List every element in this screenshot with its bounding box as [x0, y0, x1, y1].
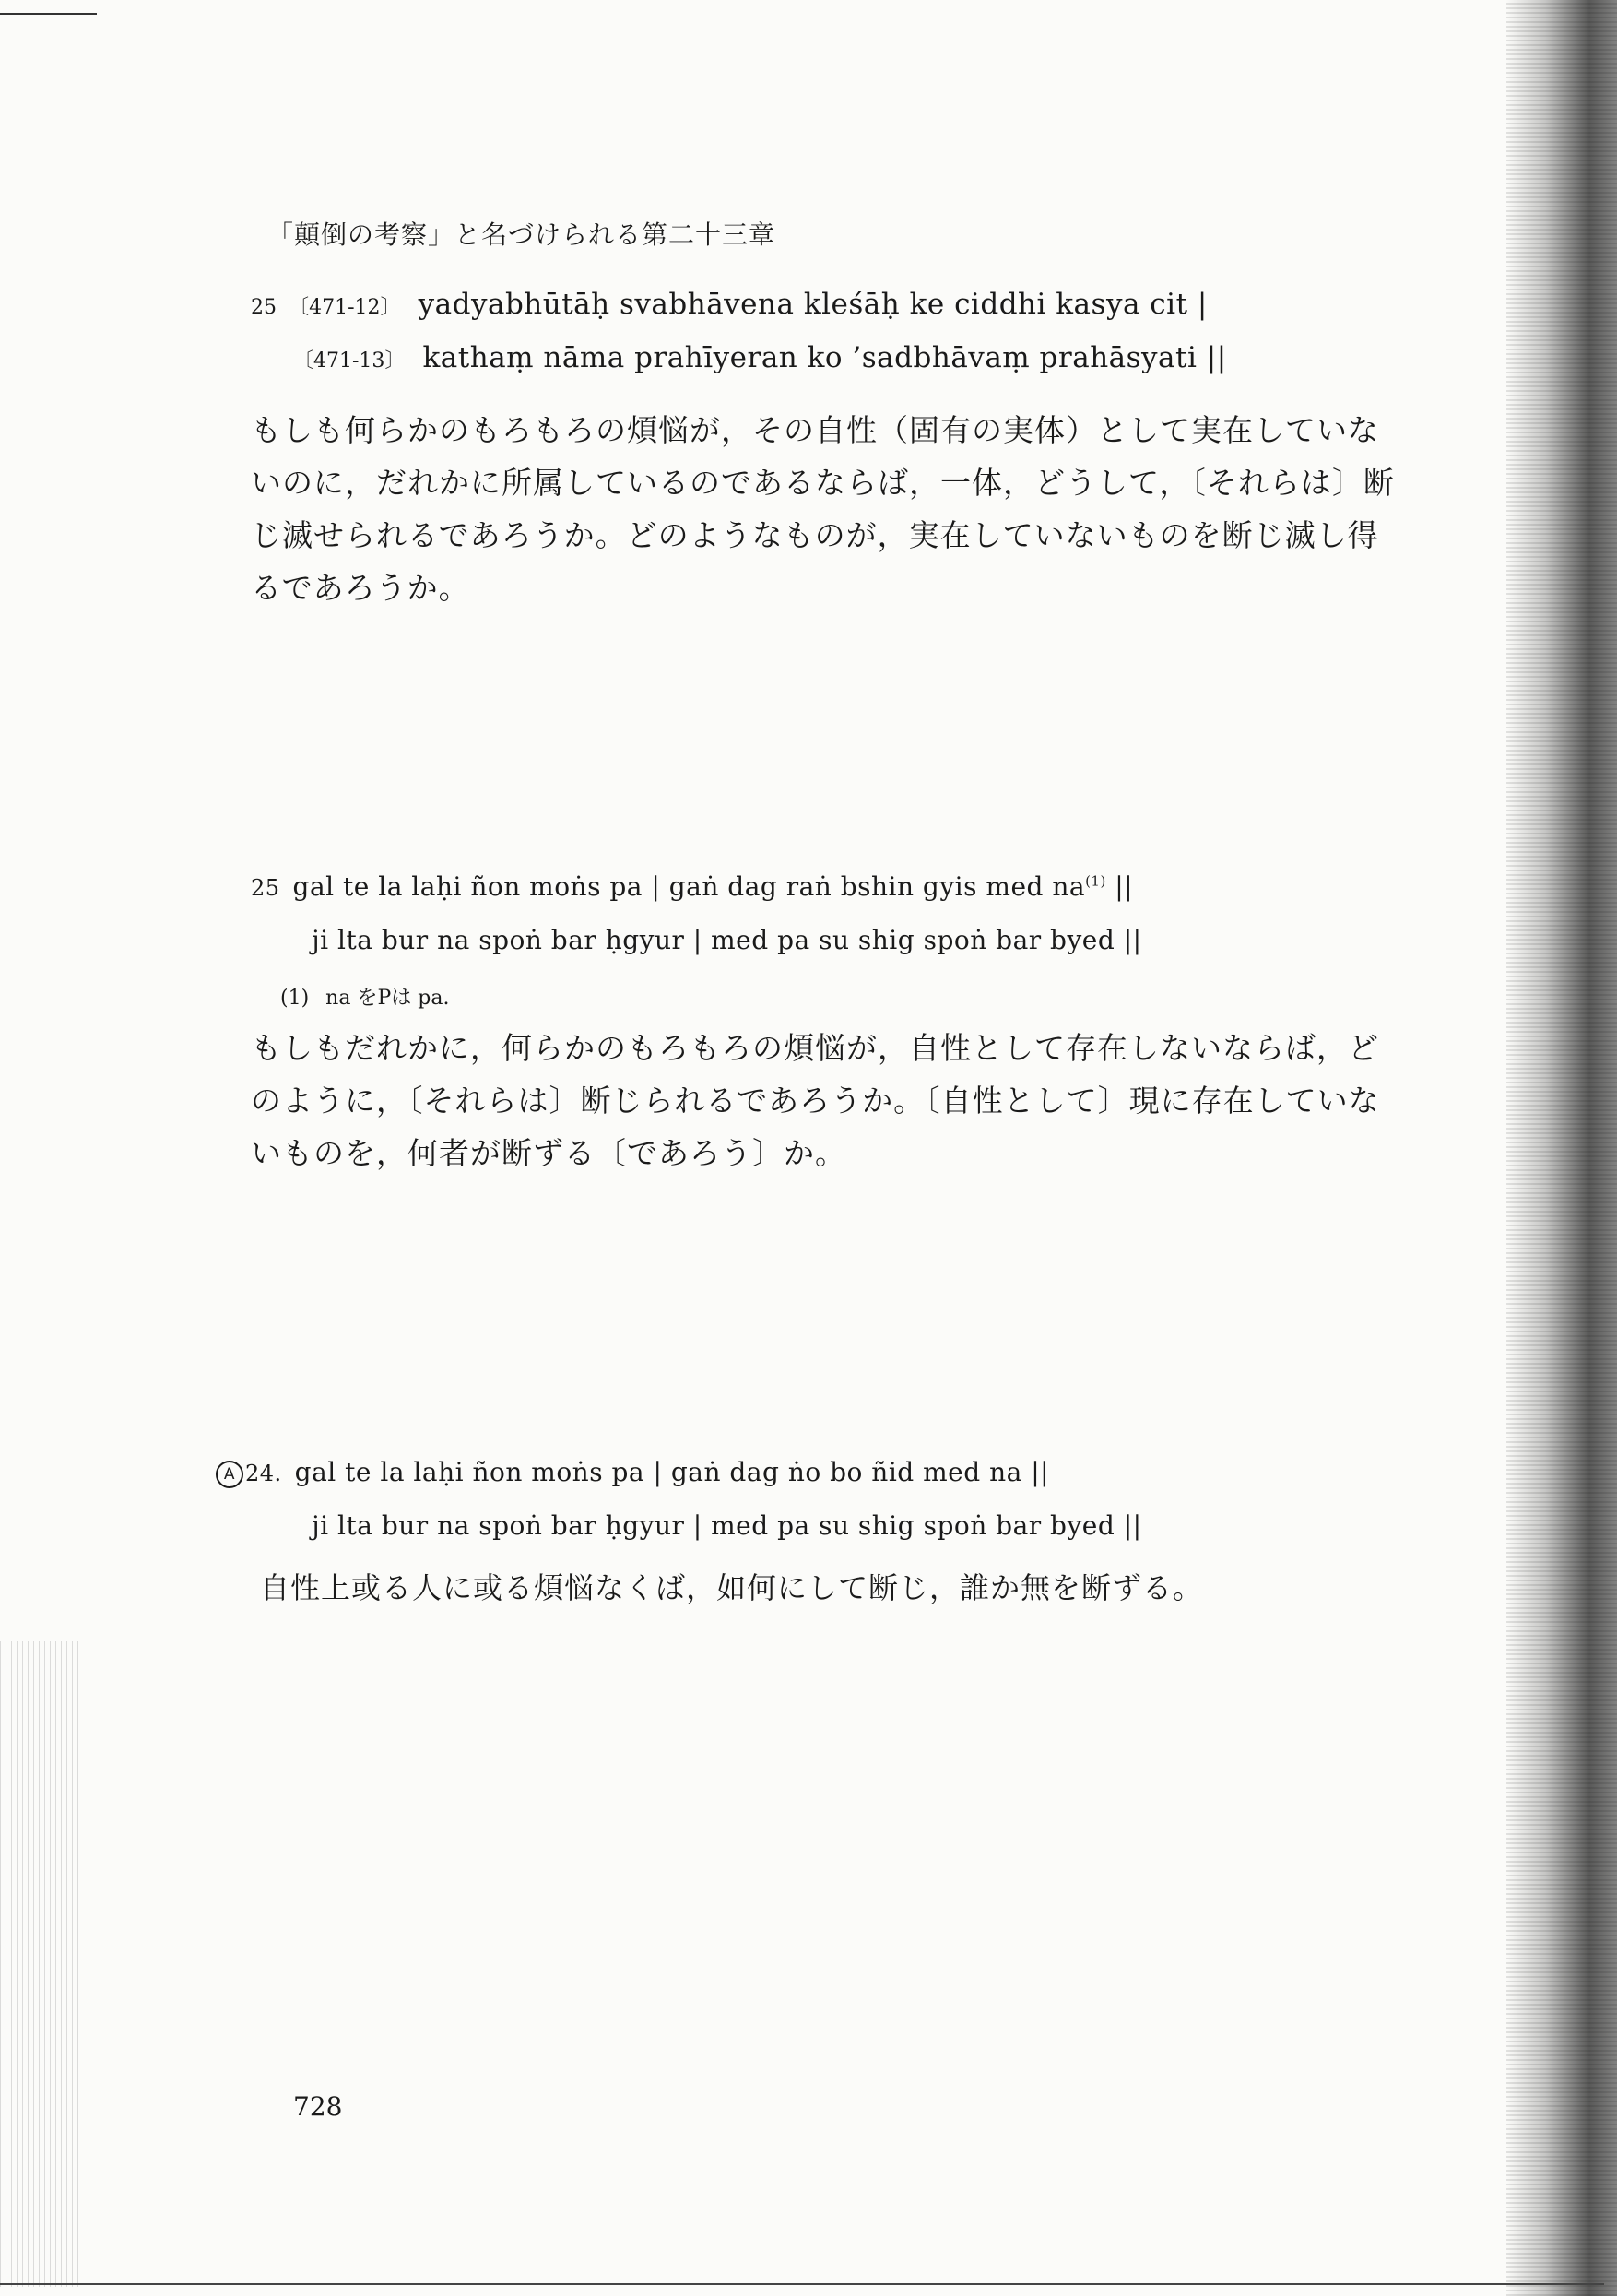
verse-reference: 〔471-13〕	[293, 349, 406, 373]
tibetan-text-end: ||	[1105, 871, 1134, 902]
verse-number: 25	[251, 875, 280, 901]
verse-number: 25	[251, 296, 277, 319]
sanskrit-line-2	[293, 341, 1227, 374]
verse-reference: 〔471-12〕	[289, 296, 401, 319]
tibetan-alt-line-2: ji lta bur na spoṅ bar ḥgyur | med pa su shig spoṅ bar byed ||	[312, 1510, 1142, 1541]
translation-line: いものを，何者が断ずる〔であろう〕か。	[251, 1135, 846, 1171]
tibetan-text: gal te la laḥi ñon moṅs pa | gaṅ dag ṅo bo ñid med na ||	[294, 1457, 1050, 1487]
tibetan-text: gal te la laḥi ñon moṅs pa | gaṅ dag raṅ bshin gyis med na	[292, 871, 1086, 902]
japanese-translation-2	[251, 1022, 1477, 1179]
footnote-text: na をPは pa.	[325, 987, 450, 1010]
translation-line: のように，〔それらは〕断じられるであろうか。〔自性として〕現に存在していな	[251, 1083, 1380, 1118]
chapter-title: 「顛倒の考察」と名づけられる第二十三章	[267, 219, 776, 250]
bottom-rule	[0, 2283, 1604, 2285]
scan-speckle-edge	[0, 1641, 83, 2287]
japanese-translation-3: 自性上或る人に或る煩悩なくば，如何にして断じ，誰か無を断ずる。	[260, 1570, 1204, 1605]
scan-shadow-edge	[1506, 0, 1617, 2296]
page-number: 728	[293, 2091, 343, 2122]
top-rule	[0, 13, 97, 15]
translation-line: じ滅せられるであろうか。どのようなものが，実在していないものを断じ滅し得	[251, 517, 1379, 553]
footnote	[280, 982, 449, 1011]
verse-number: 24.	[245, 1461, 282, 1486]
sanskrit-line-1	[251, 288, 1208, 321]
translation-line: もしもだれかに，何らかのもろもろの煩悩が，自性として存在しないならば，ど	[251, 1030, 1379, 1066]
translation-line: るであろうか。	[251, 570, 470, 606]
footnote-marker: (1)	[1085, 872, 1106, 890]
sanskrit-text: kathaṃ nāma prahīyeran ko ’sadbhāvaṃ prahāsyati ||	[422, 341, 1227, 374]
tibetan-line-2: ji lta bur na spoṅ bar ḥgyur | med pa su shig spoṅ bar byed ||	[312, 925, 1142, 955]
japanese-translation-1	[251, 404, 1477, 614]
translation-line: いのに，だれかに所属しているのであるならば，一体，どうして，〔それらは〕断	[251, 465, 1395, 501]
tibetan-alt-line-1	[216, 1457, 1049, 1488]
footnote-number: (1)	[280, 987, 310, 1010]
translation-line: もしも何らかのもろもろの煩悩が，その自性（固有の実体）として実在していな	[251, 412, 1379, 448]
tibetan-line-1	[251, 871, 1133, 902]
sanskrit-text: yadyabhūtāḥ svabhāvena kleśāḥ ke ciddhi kasya cit |	[418, 288, 1208, 321]
circled-a-mark: A	[216, 1461, 243, 1488]
